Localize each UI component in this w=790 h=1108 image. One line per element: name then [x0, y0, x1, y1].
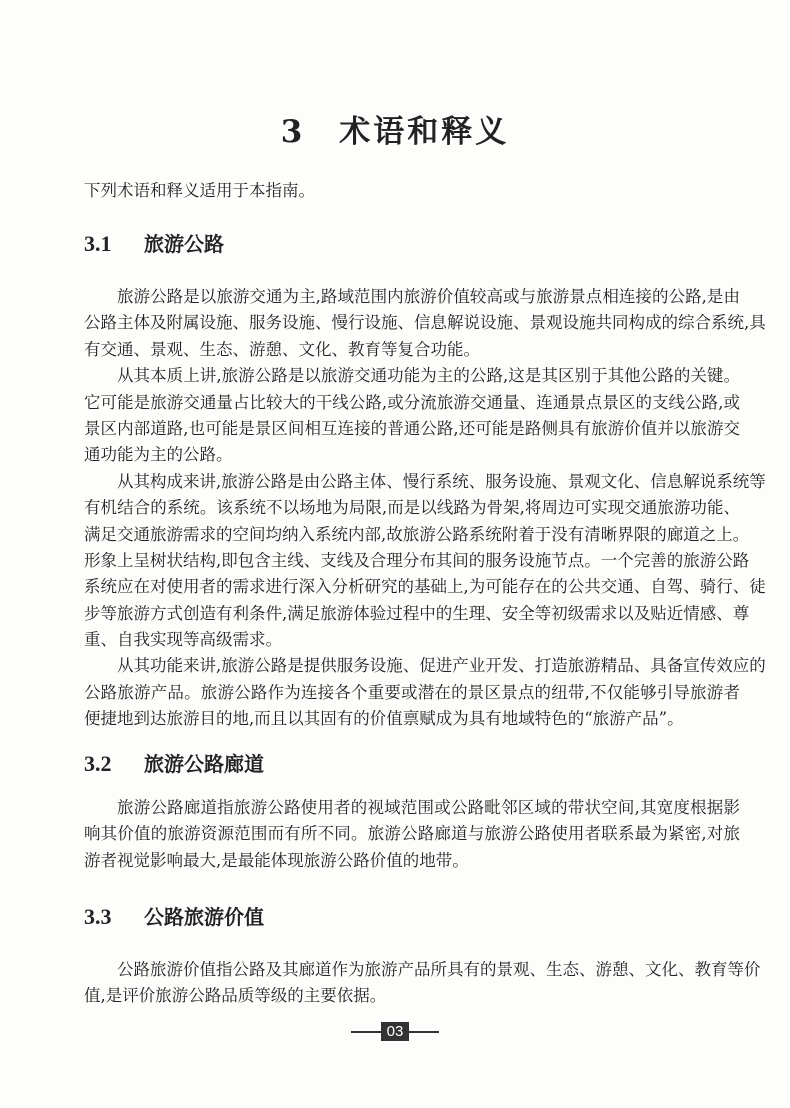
- paragraph-line: 从其功能来讲,旅游公路是提供服务设施、促进产业开发、打造旅游精品、具备宣传效应的: [117, 656, 766, 676]
- section-heading-3-3: [84, 901, 264, 930]
- paragraph-line: 便捷地到达旅游目的地,而且以其固有的价值禀赋成为具有地域特色的“旅游产品”。: [84, 709, 684, 729]
- paragraph-line: 形象上呈树状结构,即包含主线、支线及合理分布其间的服务设施节点。一个完善的旅游公路: [84, 550, 750, 570]
- section-title: 旅游公路: [144, 232, 224, 256]
- page-number-label: 03: [381, 1022, 410, 1041]
- section-number: 3.1: [84, 231, 112, 256]
- section-heading-3-2: [84, 748, 264, 777]
- paragraph-line: 响其价值的旅游资源范围而有所不同。旅游公路廊道与旅游公路使用者联系最为紧密,对旅: [84, 824, 740, 844]
- paragraph-line: 它可能是旅游交通量占比较大的干线公路,或分流旅游交通量、连通景点景区的支线公路,或: [84, 392, 740, 412]
- paragraph-line: 通功能为主的公路。: [84, 445, 233, 465]
- chapter-title: [0, 106, 790, 151]
- divider: [409, 1031, 439, 1033]
- paragraph-line: 重、自我实现等高级需求。: [84, 630, 282, 650]
- divider: [351, 1031, 381, 1033]
- paragraph-line: 系统应在对使用者的需求进行深入分析研究的基础上,为可能存在的公共交通、自驾、骑行、徒: [84, 577, 766, 597]
- section-title: 旅游公路廊道: [144, 752, 264, 776]
- page-number: [0, 1022, 790, 1041]
- paragraph-line: 公路旅游价值指公路及其廊道作为旅游产品所具有的景观、生态、游憩、文化、教育等价: [117, 960, 761, 979]
- section-number: 3.2: [84, 751, 112, 776]
- chapter-title-text: 术语和释义: [339, 114, 510, 150]
- paragraph-line: 从其构成来讲,旅游公路是由公路主体、慢行系统、服务设施、景观文化、信息解说系统等: [117, 471, 766, 491]
- section-body-3-2: [84, 795, 740, 874]
- paragraph-line: 从其本质上讲,旅游公路是以旅游交通功能为主的公路,这是其区别于其他公路的关键。: [117, 366, 740, 386]
- section-body-3-3: [84, 957, 761, 1010]
- section-number: 3.3: [84, 904, 112, 929]
- intro-text: 下列术语和释义适用于本指南。: [84, 181, 315, 200]
- section-title: 公路旅游价值: [144, 905, 264, 929]
- paragraph-line: 值,是评价旅游公路品质等级的主要依据。: [84, 986, 387, 1006]
- paragraph-line: 有机结合的系统。该系统不以场地为局限,而是以线路为骨架,将周边可实现交通旅游功能、: [84, 498, 740, 518]
- paragraph-line: 公路旅游产品。旅游公路作为连接各个重要或潜在的景区景点的纽带,不仅能够引导旅游者: [84, 682, 740, 702]
- paragraph-line: 满足交通旅游需求的空间均纳入系统内部,故旅游公路系统附着于没有清晰界限的廊道之上。: [84, 524, 750, 544]
- section-heading-3-1: [84, 228, 224, 257]
- paragraph-line: 步等旅游方式创造有利条件,满足旅游体验过程中的生理、安全等初级需求以及贴近情感、尊: [84, 603, 750, 623]
- paragraph-line: 旅游公路是以旅游交通为主,路域范围内旅游价值较高或与旅游景点相连接的公路,是由: [117, 287, 740, 306]
- paragraph-line: 景区内部道路,也可能是景区间相互连接的普通公路,还可能是路侧具有旅游价值并以旅游交: [84, 418, 740, 438]
- paragraph-line: 有交通、景观、生态、游憩、文化、教育等复合功能。: [84, 339, 480, 359]
- paragraph-line: 旅游公路廊道指旅游公路使用者的视域范围或公路毗邻区域的带状空间,其宽度根据影: [117, 798, 740, 817]
- paragraph-line: 游者视觉影响最大,是最能体现旅游公路价值的地带。: [84, 850, 469, 870]
- paragraph-line: 公路主体及附属设施、服务设施、慢行设施、信息解说设施、景观设施共同构成的综合系统,具: [84, 313, 766, 333]
- chapter-number: 3: [280, 114, 306, 150]
- section-body-3-1: [84, 284, 766, 733]
